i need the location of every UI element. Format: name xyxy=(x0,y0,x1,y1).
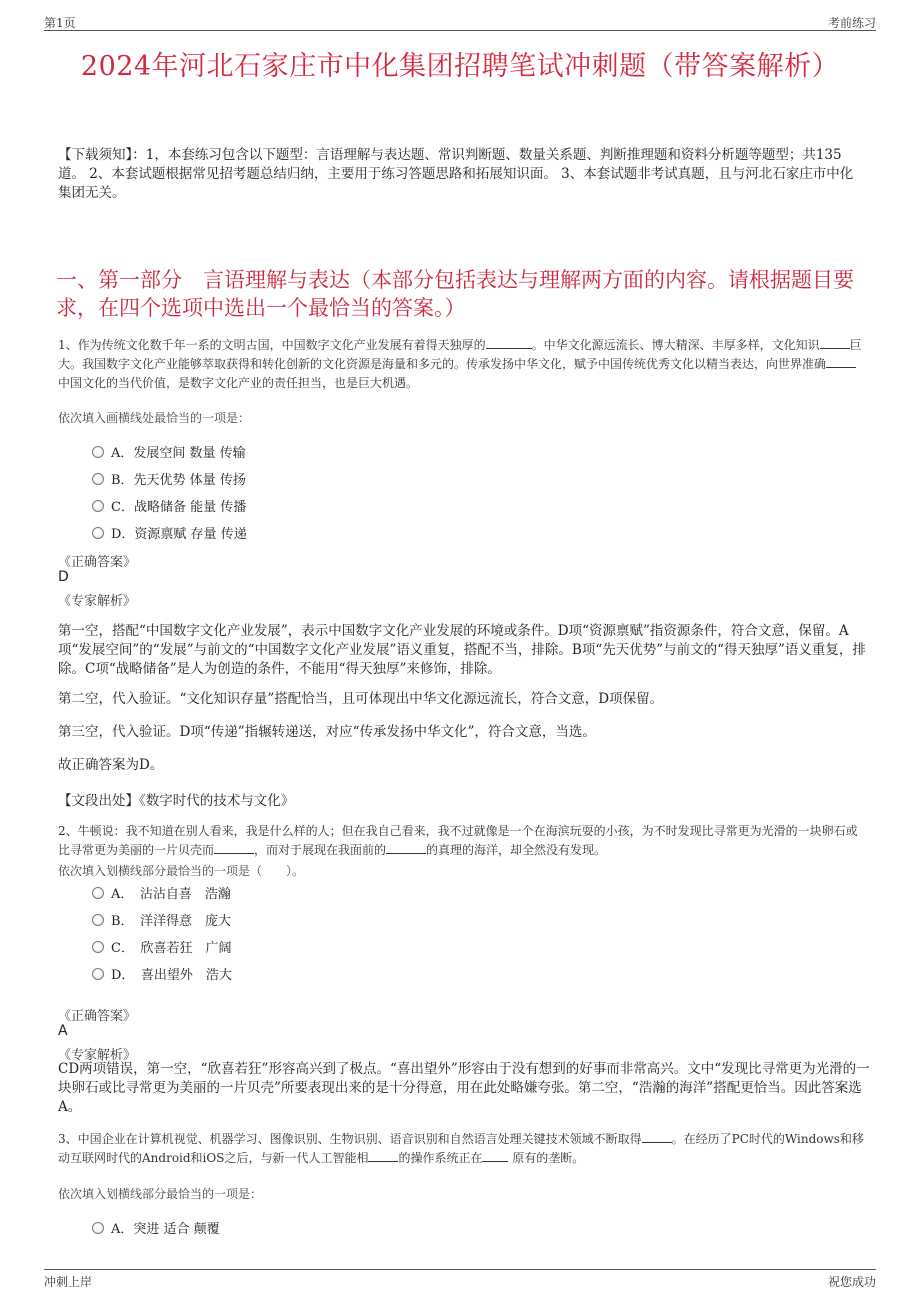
question-1-option-b[interactable]: B．先天优势 体量 传扬 xyxy=(92,469,246,489)
question-3-prompt: 依次填入划横线部分最恰当的一项是： xyxy=(58,1187,263,1201)
question-2-option-d[interactable]: D． 喜出望外 浩大 xyxy=(92,964,232,984)
page-header xyxy=(44,10,876,32)
question-2-option-b[interactable]: B． 洋洋得意 庞大 xyxy=(92,910,231,930)
blank-2 xyxy=(820,336,850,349)
footer-left: 冲刺上岸 xyxy=(44,1275,93,1289)
radio-button-icon[interactable] xyxy=(92,941,104,953)
radio-button-icon[interactable] xyxy=(92,527,104,539)
blank-1 xyxy=(642,1130,672,1143)
footer-divider xyxy=(44,1269,876,1270)
download-notice: 【下载须知】：1，本套练习包含以下题型：言语理解与表达题、常识判断题、数量关系题、判断推理题和资料分析题等题型；共135道。 2、本套试题根据常见招考题总结归纳，主要用于练习答题思路和拓展知识面。 3、本套试题非考试真题，且与河北石家庄市中化集团无关。 xyxy=(58,147,854,201)
question-1-text: 1、作为传统文化数千年一系的文明古国，中国数字文化产业发展有着得天独厚的 。中华文化源远流长、博大精深、丰厚多样，文化知识 巨大。我国数字文化产业能够萃取获得和转化创新的文化资源是海量和多元的。传承发扬中华文化，赋予中国传统优秀文化以精当表达，向世界准确中国文化的当代价值，是数字文化产业的责任担当，也是巨大机遇。 xyxy=(58,338,862,390)
answer-label: 《正确答案》 xyxy=(58,1009,137,1024)
section-heading: 一、第一部分 言语理解与表达（本部分包括表达与理解两方面的内容。请根据题目要求，在四个选项中选出一个最恰当的答案。） xyxy=(56,268,854,320)
radio-button-icon[interactable] xyxy=(92,968,104,980)
question-3-option-a[interactable]: A．突进 适合 颠覆 xyxy=(92,1218,220,1238)
answer-value: A xyxy=(58,1023,68,1039)
question-3-text: 3、中国企业在计算机视觉、机器学习、图像识别、生物识别、语音识别和自然语言处理关键技术领域不断取得 。在经历了PC时代的Windows和移动互联网时代的Android和iOS之后，与新一代人工智能相 的操作系统正在 原有的垄断。 xyxy=(58,1132,864,1165)
question-2-option-a[interactable]: A． 沾沾自喜 浩瀚 xyxy=(92,883,231,903)
radio-button-icon[interactable] xyxy=(92,500,104,512)
footer-right: 祝您成功 xyxy=(827,1275,876,1289)
radio-button-icon[interactable] xyxy=(92,914,104,926)
blank-3 xyxy=(826,355,856,368)
analysis-paragraph-3: 第三空，代入验证。D项“传递”指辗转递送，对应“传承发扬中华文化”，符合文意，当选。 xyxy=(58,724,596,740)
source-note: 【文段出处】《数字时代的技术与文化》 xyxy=(58,793,295,809)
analysis-paragraph-2: 第二空，代入验证。“文化知识存量”搭配恰当，且可体现出中华文化源远流长，符合文意，D项保留。 xyxy=(58,691,664,707)
question-1-prompt: 依次填入画横线处最恰当的一项是： xyxy=(58,411,251,425)
page-number: 第1页 xyxy=(44,16,76,30)
question-1-option-c[interactable]: C．战略储备 能量 传播 xyxy=(92,496,246,516)
question-2-prompt: 依次填入划横线部分最恰当的一项是（ ）。 xyxy=(58,864,305,878)
document-title: 2024年河北石家庄市中化集团招聘笔试冲刺题（带答案解析） xyxy=(80,51,840,82)
question-2-text: 2、牛顿说：我不知道在别人看来，我是什么样的人；但在我自己看来，我不过就像是一个在海滨玩耍的小孩，为不时发现比寻常更为光滑的一块卵石或比寻常更为美丽的一片贝壳而 ，而对于展现在我面前的 的真理的海洋，却全然没有发现。 xyxy=(58,824,858,857)
radio-button-icon[interactable] xyxy=(92,887,104,899)
analysis-label: 《专家解析》 xyxy=(58,1048,137,1063)
header-label: 考前练习 xyxy=(827,16,876,30)
answer-label: 《正确答案》 xyxy=(58,555,137,570)
answer-value: D xyxy=(58,569,69,585)
question-2-option-c[interactable]: C． 欣喜若狂 广阔 xyxy=(92,937,231,957)
analysis-conclusion: 故正确答案为D。 xyxy=(58,757,164,773)
analysis-paragraph-1: 第一空，搭配“中国数字文化产业发展”，表示中国数字文化产业发展的环境或条件。D项“资源禀赋”指资源条件，符合文意，保留。A项“发展空间”的“发展”与前文的“中国数字文化产业发展”语义重复，搭配不当，排除。B项“先天优势”与前文的“得天独厚”语义重复，排除。C项“战略储备”是人为创造的条件，不能用“得天独厚”来修饰，排除。 xyxy=(58,623,866,677)
blank-3 xyxy=(482,1149,508,1162)
blank-1 xyxy=(214,841,254,854)
blank-2 xyxy=(368,1149,398,1162)
question-1-option-a[interactable]: A．发展空间 数量 传输 xyxy=(92,442,246,462)
radio-button-icon[interactable] xyxy=(92,446,104,458)
question-1-option-d[interactable]: D．资源禀赋 存量 传递 xyxy=(92,523,247,543)
blank-2 xyxy=(386,841,426,854)
analysis-paragraph: CD两项错误，第一空，“欣喜若狂”形容高兴到了极点。“喜出望外”形容由于没有想到的好事而非常高兴。文中“发现比寻常更为光滑的一块卵石或比寻常更为美丽的一片贝壳”所要表现出来的是十分得意，用在此处略嫌夸张。第二空，“浩瀚的海洋”搭配更恰当。因此答案选A。 xyxy=(58,1061,870,1115)
blank-1 xyxy=(486,336,532,349)
radio-button-icon[interactable] xyxy=(92,1222,104,1234)
radio-button-icon[interactable] xyxy=(92,473,104,485)
header-divider xyxy=(44,30,876,31)
analysis-label: 《专家解析》 xyxy=(58,594,137,609)
